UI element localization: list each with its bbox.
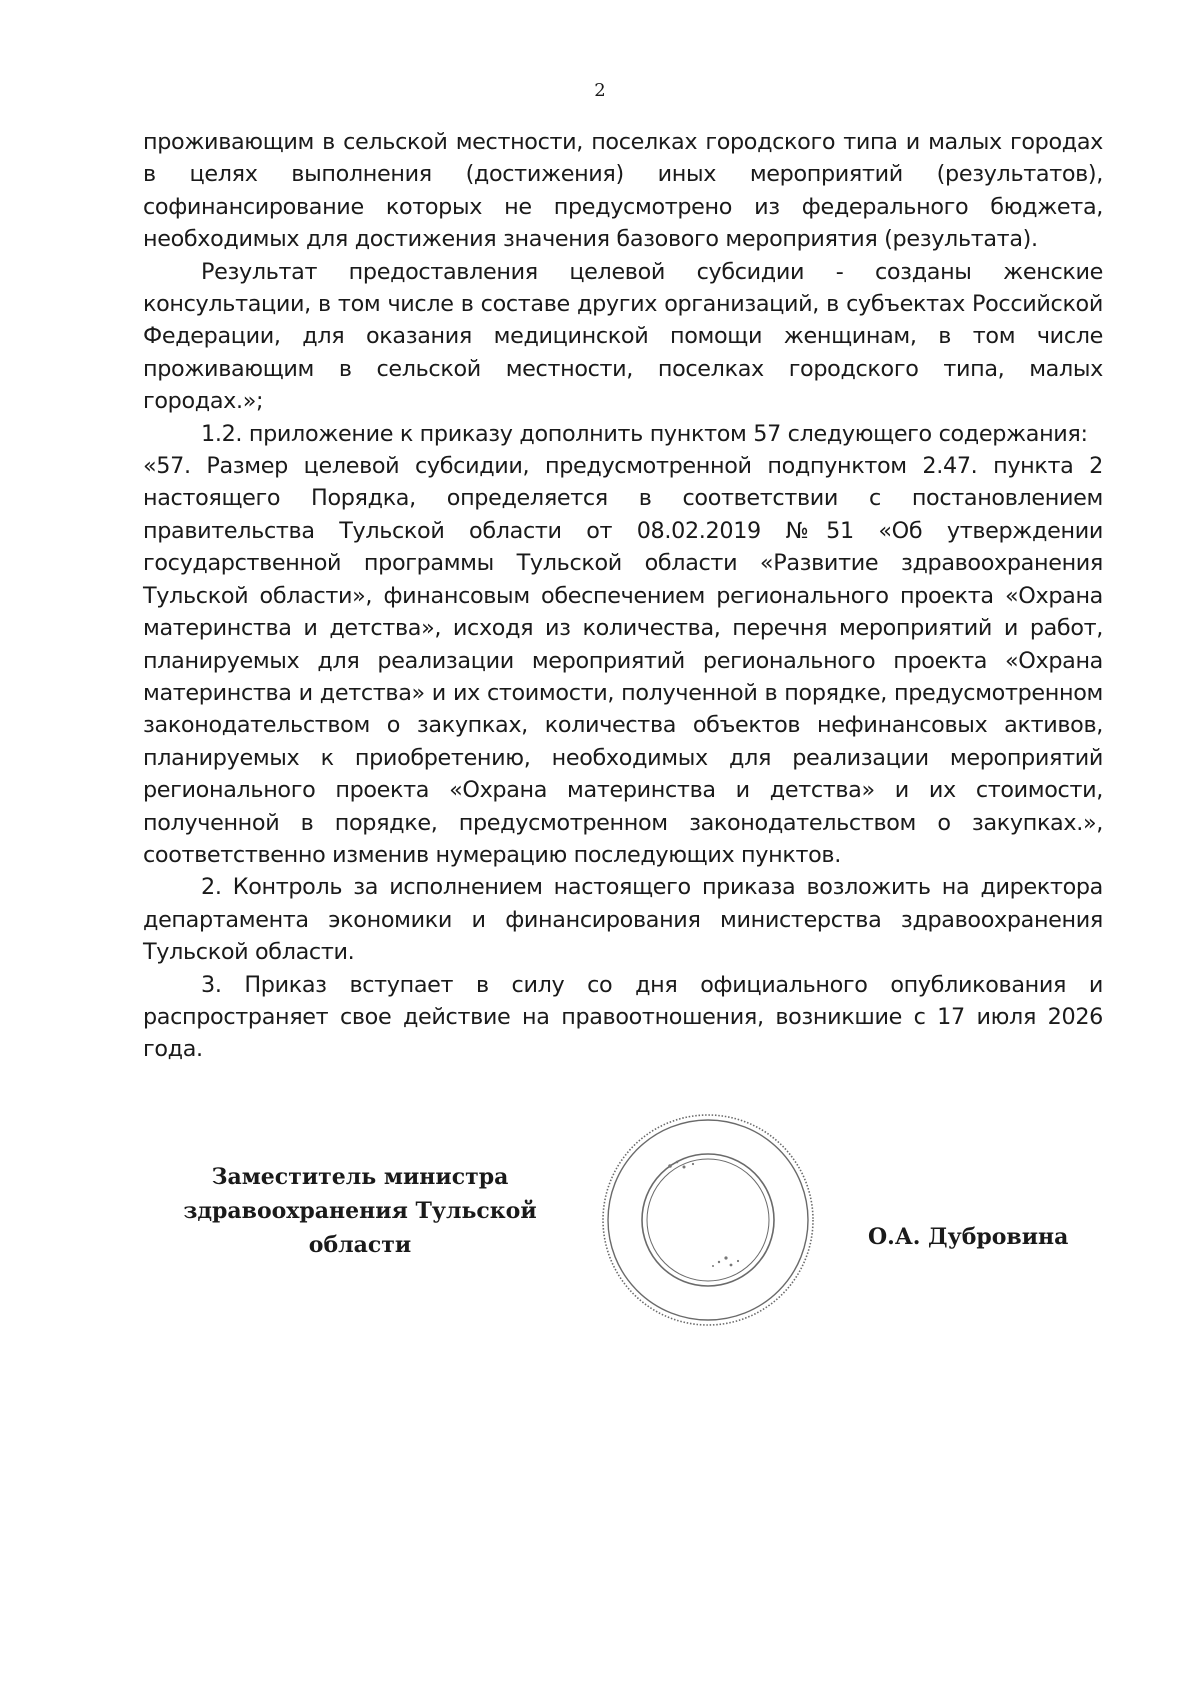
- paragraph-item-3: 3. Приказ вступает в силу со дня официального опубликования и распространяет свое действие на правоотношения, возникшие с 17 июля 2026 года.: [143, 971, 1103, 1063]
- signature-position-line: здравоохранения Тульской: [183, 1198, 537, 1224]
- paragraph-continuation: проживающим в сельской местности, поселках городского типа и малых городах в целях выполнения (достижения) иных мероприятий (результатов), софинансирование которых не предусмотрено из федерального бюджета, необходимых для достижения значения базового мероприятия (результата).: [143, 129, 1103, 253]
- signer-name: О.А. Дубровина: [868, 1224, 1069, 1250]
- official-stamp-seal: [598, 1110, 818, 1330]
- page-number: 2: [594, 80, 606, 101]
- paragraph-result: Результат предоставления целевой субсидии - созданы женские консультации, в том числе в составе других организаций, в субъектах Российской Федерации, для оказания медицинской помощи женщинам, в том числе проживающим в сельской местности, поселках городского типа, малых городах.»;: [143, 258, 1103, 415]
- paragraph-item-2: 2. Контроль за исполнением настоящего приказа возложить на директора департамента экономики и финансирования министерства здравоохранения Тульской области.: [143, 874, 1103, 966]
- signature-position-line: Заместитель министра: [211, 1164, 509, 1190]
- document-body: [143, 126, 1103, 1066]
- signature-position: [170, 1160, 550, 1262]
- paragraph-item-57: «57. Размер целевой субсидии, предусмотренной подпунктом 2.47. пункта 2 настоящего Порядка, определяется в соответствии с постановлением правительства Тульской области от 08.02.2019 №51 «Об утверждении государственной программы Тульской области «Развитие здравоохранения Тульской области», финансовым обеспечением регионального проекта «Охрана материнства и детства», исходя из количества, перечня мероприятий и работ, планируемых для реализации мероприятий регионального проекта «Охрана материнства и детства» и их стоимости, полученной в порядке, предусмотренном законодательством о закупках, количества объектов нефинансовых активов, планируемых к приобретению, необходимых для реализации мероприятий регионального проекта «Охрана материнства и детства» и их стоимости, полученной в порядке, предусмотренном законодательством о закупках.», соответственно изменив нумерацию последующих пунктов.: [143, 453, 1103, 868]
- paragraph-item-1-2: 1.2. приложение к приказу дополнить пунктом 57 следующего содержания:: [201, 420, 1088, 447]
- signature-position-line: области: [308, 1232, 412, 1258]
